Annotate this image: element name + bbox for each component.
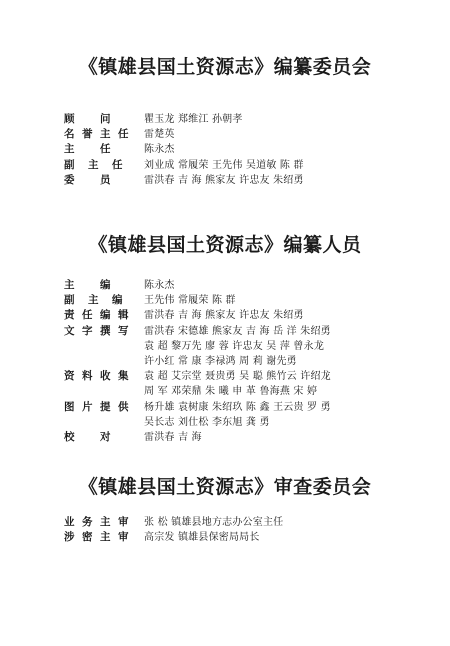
member-names-line: 高宗发 镇雄县保密局局长: [144, 532, 260, 544]
roster-row: [64, 369, 331, 399]
role-label: 副 主 编: [64, 294, 123, 307]
member-names: [144, 158, 304, 173]
member-names-line: 袁 超 黎万先 廖 蓉 许忠友 吴 萍 曾永龙: [144, 340, 325, 352]
section-title-staff: 《镇雄县国土资源志》编纂人员: [88, 234, 362, 256]
roster-row: [64, 278, 331, 293]
roster-row: [64, 173, 304, 188]
member-names-line: 张 松 镇雄县地方志办公室主任: [144, 517, 284, 528]
roster-row: [64, 430, 331, 445]
member-names-line: 雷洪春 吉 海: [144, 432, 202, 444]
member-names: [144, 369, 331, 399]
member-names-line: 雷洪春 吉 海 熊家友 许忠友 朱绍勇: [144, 174, 304, 186]
roster-row: [64, 158, 304, 173]
role-label: 顾 问: [64, 113, 111, 125]
member-names: [144, 308, 304, 323]
member-names-line: 陈永杰: [144, 280, 175, 291]
role-label: 名 誉 主 任: [64, 128, 129, 141]
role-label: 图 片 提 供: [64, 400, 129, 413]
roster-row: [64, 324, 331, 370]
role-label: 涉 密 主 审: [64, 531, 129, 544]
member-names: [144, 293, 236, 308]
role-label: 业 务 主 审: [64, 516, 129, 528]
role-label: 副 主 任: [64, 158, 123, 171]
member-names-line: 雷楚英: [144, 129, 175, 141]
roster-row: [64, 142, 304, 157]
member-names: [144, 142, 175, 157]
member-names-line: 吴长志 刘仕松 李东旭 龚 勇: [144, 416, 270, 428]
role-label: 文 字 撰 写: [64, 324, 129, 337]
section-title-committee: 《镇雄县国土资源志》编纂委员会: [78, 56, 372, 78]
member-names-line: 周 军 邓荣鼎 朱 曦 申 革 鲁海燕 宋 婷: [144, 386, 318, 398]
staff-list: [64, 278, 331, 445]
role-label: 责 任 编 辑: [64, 309, 129, 322]
role-label: 主 任: [64, 143, 111, 156]
member-names-line: 王先伟 常履荣 陈 群: [144, 295, 236, 307]
roster-row: [64, 293, 331, 308]
member-names: [144, 278, 175, 293]
roster-row: [64, 308, 331, 323]
section-title-review: 《镇雄县国土资源志》审查委员会: [78, 476, 372, 498]
member-names: [144, 530, 260, 545]
member-names: [144, 324, 331, 370]
role-label: 校 对: [64, 431, 111, 444]
member-names: [144, 112, 243, 127]
review-list: [64, 515, 283, 545]
member-names-line: 袁 超 艾宗堂 聂贵勇 吴 聪 熊竹云 许绍龙: [144, 371, 331, 383]
member-names-line: 雷洪春 宋德雄 熊家友 吉 海 岳 洋 朱绍勇: [144, 325, 331, 337]
member-names-line: 杨升雄 袁树康 朱绍玖 陈 鑫 王云贵 罗 勇: [144, 401, 331, 413]
member-names: [144, 173, 304, 188]
role-label: 资 料 收 集: [64, 370, 129, 383]
roster-row: [64, 530, 283, 545]
member-names-line: 许小红 常 康 李禄鸿 周 莉 谢先勇: [144, 356, 297, 368]
roster-row: [64, 515, 283, 530]
member-names: [144, 515, 283, 530]
role-label: 委 员: [64, 173, 111, 186]
committee-list: [64, 112, 304, 188]
roster-row: [64, 400, 331, 430]
member-names-line: 雷洪春 吉 海 熊家友 许忠友 朱绍勇: [144, 310, 304, 322]
roster-row: [64, 127, 304, 142]
member-names-line: 陈永杰: [144, 144, 175, 156]
member-names: [144, 127, 175, 142]
member-names: [144, 400, 331, 430]
role-label: 主 编: [64, 279, 111, 291]
member-names-line: 瞿玉龙 郑维江 孙朝孝: [144, 114, 243, 125]
member-names: [144, 430, 202, 445]
member-names-line: 刘业成 常履荣 王先伟 吴道敏 陈 群: [144, 159, 304, 171]
roster-row: [64, 112, 304, 127]
